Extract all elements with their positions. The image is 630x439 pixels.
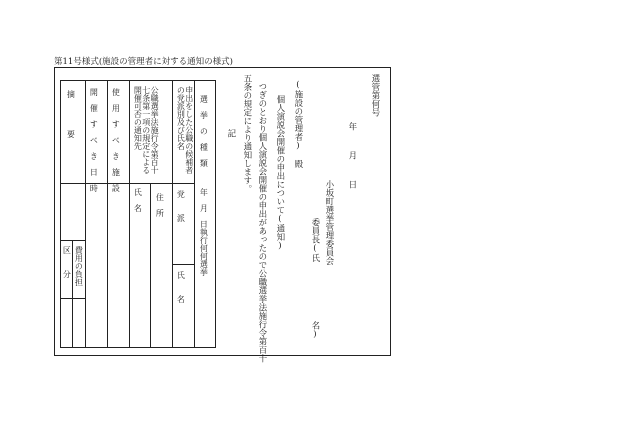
election-type-value: 年 月 日執行何何選挙 xyxy=(199,188,209,276)
subject: 個人演説会開催の申出について(通知) xyxy=(274,95,285,251)
table-right-border xyxy=(215,80,216,348)
candidate-row-divider xyxy=(172,264,194,265)
issue-date: 年 月 日 xyxy=(346,122,357,195)
form-frame xyxy=(54,67,391,356)
issuer-org: 小坂町選挙管理委員会 xyxy=(323,180,334,265)
facility-label: 使 用 す べ き 施 設 xyxy=(111,88,121,192)
remarks-label: 摘 要 xyxy=(66,90,76,138)
classification-label: 区 分 xyxy=(62,246,72,278)
col-divider xyxy=(85,80,86,348)
table-top-border xyxy=(60,80,216,81)
header-separator xyxy=(60,183,194,184)
col-divider xyxy=(107,80,108,348)
issuer-name: 名) xyxy=(309,321,320,340)
candidate-name-label: 氏 名 xyxy=(176,271,186,303)
recipient: (施設の管理者) 殿 xyxy=(292,80,303,168)
address-label: 住 所 xyxy=(155,193,165,217)
table-left-border xyxy=(60,80,61,348)
notice-name-label: 氏 名 xyxy=(133,188,143,212)
form-title: 第11号様式(施設の管理者に対する通知の様式) xyxy=(54,57,233,67)
col-divider xyxy=(129,80,130,348)
doc-number: 選管第何号 xyxy=(369,74,380,117)
remarks-col-divider xyxy=(72,240,73,348)
table-bottom-border xyxy=(60,347,216,348)
candidate-label: 申出をした公職の候補者の党派別及び氏名 xyxy=(176,86,194,174)
issuer-title: 委員長(氏 xyxy=(309,218,320,262)
ki-marker: 記 xyxy=(225,129,236,138)
col-divider xyxy=(172,80,173,348)
col-divider xyxy=(194,80,195,348)
election-type-label: 選 挙 の 種 類 xyxy=(199,95,209,167)
notice-col-divider xyxy=(150,183,151,348)
body-line-2: 五条の規定により通知します。 xyxy=(241,74,252,193)
remarks-top-divider xyxy=(60,240,85,241)
party-label: 党 派 xyxy=(176,190,186,222)
cost-share-label: 費用の負担 xyxy=(74,246,84,286)
datetime-label: 開 催 す べ き 日 時 xyxy=(89,88,99,192)
notice-label: 公職選挙法施行令第百十七条第一項の規定による開催可否の通知先 xyxy=(133,86,160,174)
body-line-1: つぎのとおり個人演説会開催の申出があったので公職選挙法施行令第百十 xyxy=(256,82,267,363)
